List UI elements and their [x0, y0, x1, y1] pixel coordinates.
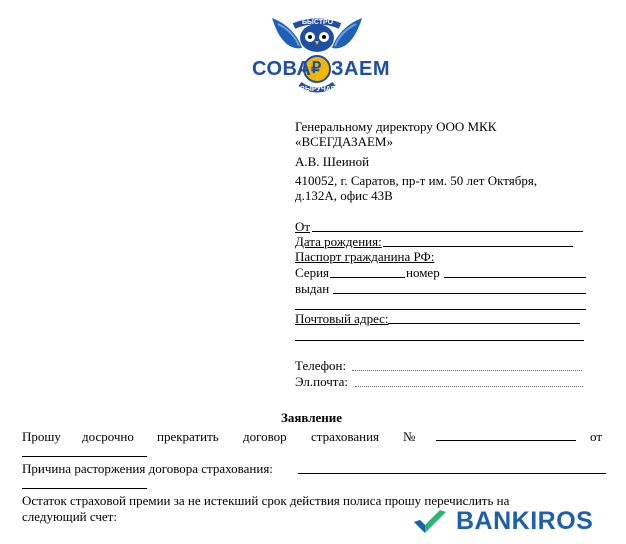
email-line[interactable] [355, 386, 583, 387]
passport-label: Паспорт гражданина РФ: [295, 249, 435, 264]
number-line[interactable] [444, 277, 586, 278]
phone-line[interactable] [352, 370, 582, 371]
reason-line[interactable] [298, 473, 606, 474]
series-line[interactable] [330, 277, 405, 278]
reason-label: Причина расторжения договора страхования: [22, 461, 273, 476]
request-word-2: досрочно [82, 429, 134, 444]
company-logo [252, 14, 390, 100]
request-word-5: страхования [311, 429, 380, 444]
reason-line-2[interactable] [22, 488, 147, 489]
bankiros-text: BANKIROS [456, 507, 594, 535]
addressee-address2: д.132А, офис 43В [295, 188, 393, 203]
addressee-line2: «ВСЕГДАЗАЕМ» [295, 134, 393, 149]
postal-address-label: Почтовый адрес: [295, 311, 389, 326]
issued-line[interactable] [333, 293, 586, 294]
request-word-1: Прошу [22, 429, 61, 444]
addressee-line1: Генеральному директору ООО МКК [295, 119, 497, 134]
addressee-address1: 410052, г. Саратов, пр-т им. 50 лет Октября, [295, 173, 538, 188]
from-word: от [590, 429, 603, 444]
logo-right-word: ЗАЕМ [331, 58, 390, 80]
bankiros-check-icon [412, 508, 448, 538]
postal-address-line[interactable] [388, 323, 580, 324]
balance-text-line1: Остаток страховой премии за не истекший срок действия полиса прошу перечислить на [22, 493, 510, 508]
postal-address-line-2[interactable] [295, 340, 584, 341]
coin-symbol: ₽ [311, 60, 322, 77]
logo-top-text: БЫСТРО [302, 19, 334, 26]
birth-date-line[interactable] [383, 246, 573, 247]
number-sign: № [403, 429, 416, 444]
from-line[interactable] [312, 231, 583, 232]
from-label: От [295, 219, 311, 234]
series-label: Серия [295, 265, 330, 280]
logo-bottom-text: ВЫРУЧАЕТ [300, 86, 340, 93]
logo-left-word: СОВА [252, 58, 312, 80]
contract-date-line[interactable] [22, 456, 147, 457]
issued-label: выдан [295, 281, 330, 296]
contract-number-line[interactable] [436, 440, 576, 441]
addressee-name: А.В. Шеиной [295, 154, 370, 169]
birth-date-label: Дата рождения: [295, 234, 382, 249]
balance-text-line2: следующий счет: [22, 509, 117, 524]
issued-line-2[interactable] [295, 309, 586, 310]
statement-title: Заявление [281, 410, 343, 425]
email-label: Эл.почта: [295, 374, 349, 389]
phone-label: Телефон: [295, 358, 347, 373]
number-label: номер [406, 265, 440, 280]
request-word-3: прекратить [157, 429, 219, 444]
request-word-4: договор [243, 429, 287, 444]
